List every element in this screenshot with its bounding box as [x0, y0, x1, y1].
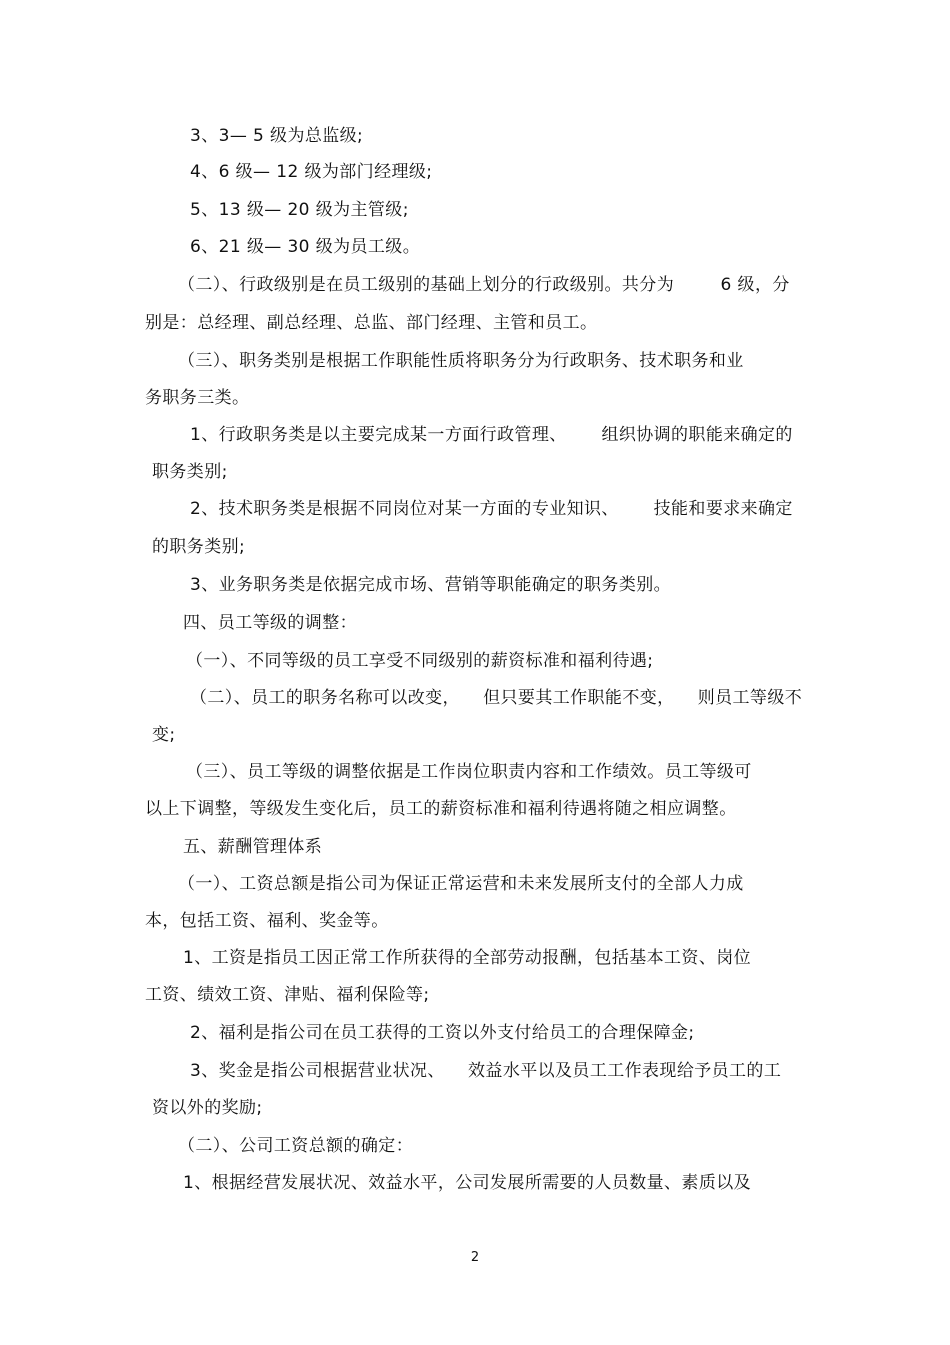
text-line: （三）、员工等级的调整依据是工作岗位职责内容和工作绩效。员工等级可: [186, 762, 752, 782]
text-line: （一）、工资总额是指公司为保证正常运营和未来发展所支付的全部人力成: [178, 874, 744, 894]
text-line: 5、13 级— 20 级为主管级;: [190, 200, 409, 220]
text-line: 2、福利是指公司在员工获得的工资以外支付给员工的合理保障金;: [190, 1023, 695, 1043]
text-line: 1、工资是指员工因正常工作所获得的全部劳动报酬，包括基本工资、岗位: [183, 948, 752, 968]
text-line: （二）、行政级别是在员工级别的基础上划分的行政级别。共分为 6 级，分: [178, 275, 790, 295]
text-line: （二）、公司工资总额的确定：: [178, 1136, 414, 1156]
text-line: 以上下调整，等级发生变化后，员工的薪资标准和福利待遇将随之相应调整。: [145, 799, 737, 819]
text-line: 1、行政职务类是以主要完成某一方面行政管理、 组织协调的职能来确定的: [190, 425, 793, 445]
text-line: 务职务三类。: [145, 388, 250, 408]
text-line: 2、技术职务类是根据不同岗位对某一方面的专业知识、 技能和要求来确定: [190, 499, 793, 519]
text-line: （二）、员工的职务名称可以改变， 但只要其工作职能不变， 则员工等级不: [190, 688, 803, 708]
section-heading: 四、员工等级的调整：: [183, 613, 357, 633]
text-line: （三）、职务类别是根据工作职能性质将职务分为行政职务、技术职务和业: [178, 351, 744, 371]
text-line: 职务类别;: [152, 462, 228, 482]
text-line: 3、奖金是指公司根据营业状况、 效益水平以及员工工作表现给予员工的工: [190, 1061, 782, 1081]
text-line: 4、6 级— 12 级为部门经理级;: [190, 162, 433, 182]
section-heading: 五、薪酬管理体系: [183, 837, 323, 857]
text-line: 资以外的奖励;: [152, 1098, 263, 1118]
text-line: 6、21 级— 30 级为员工级。: [190, 237, 421, 257]
text-line: 本，包括工资、福利、奖金等。: [145, 911, 389, 931]
text-line: 1、根据经营发展状况、效益水平，公司发展所需要的人员数量、素质以及: [183, 1173, 752, 1193]
text-line: 3、3— 5 级为总监级;: [190, 126, 364, 146]
text-line: （一）、不同等级的员工享受不同级别的薪资标准和福利待遇;: [186, 651, 654, 671]
text-line: 别是：总经理、副总经理、总监、部门经理、主管和员工。: [145, 313, 598, 333]
text-line: 3、业务职务类是依据完成市场、营销等职能确定的职务类别。: [190, 575, 672, 595]
text-line: 的职务类别;: [152, 537, 246, 557]
page-number: 2: [470, 1250, 480, 1265]
text-line: 变;: [152, 725, 176, 745]
text-line: 工资、绩效工资、津贴、福利保险等;: [145, 985, 430, 1005]
